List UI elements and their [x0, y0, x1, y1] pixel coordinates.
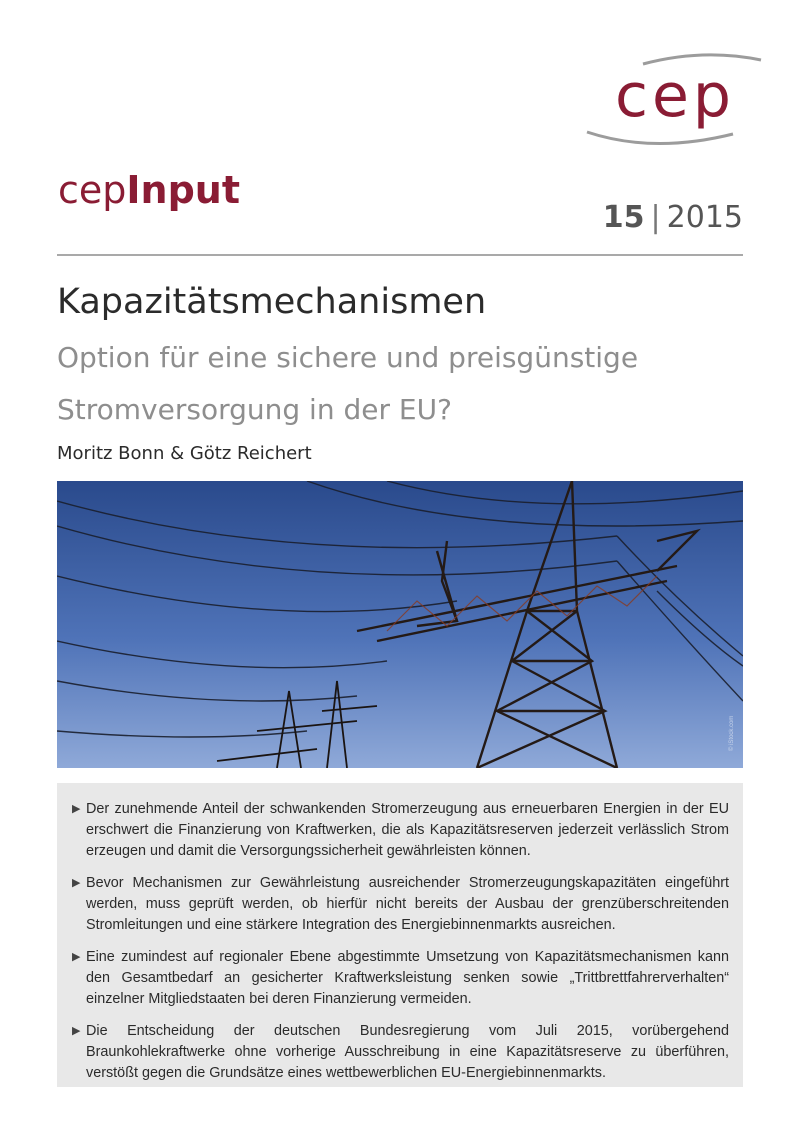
- cep-logo: [583, 52, 763, 152]
- brand-prefix: cep: [58, 168, 127, 212]
- brand-bold: Input: [126, 168, 241, 212]
- authors: Moritz Bonn & Götz Reichert: [57, 443, 312, 464]
- bullet-text: Eine zumindest auf regionaler Ebene abgestimmte Umsetzung von Kapazitätsmechanismen kann den Gesamtbedarf an gesicherter Kraftwerksleistung senken sowie „Trittbrettfahrerverhalten“ einzelner Mitgliedstaaten bei deren Finanzierung vermeiden.: [86, 949, 729, 1007]
- issue-separator: |: [650, 200, 661, 235]
- logo-text: cep: [615, 61, 735, 131]
- power-pylons-illustration: [57, 481, 743, 768]
- issue-year: 2015: [666, 200, 743, 235]
- page-subtitle: [57, 332, 743, 436]
- summary-bullet: [72, 799, 729, 862]
- bullet-arrow-icon: ▶: [72, 877, 81, 889]
- subtitle-line-1: Option für eine sichere und preisgünstige: [57, 341, 639, 374]
- issue-number: [603, 200, 743, 236]
- summary-box: [57, 783, 743, 1087]
- bullet-arrow-icon: ▶: [72, 951, 81, 963]
- page-title: Kapazitätsmechanismen: [57, 282, 487, 322]
- issue-num: 15: [602, 200, 645, 235]
- bullet-arrow-icon: ▶: [72, 1025, 81, 1037]
- publication-brand: [58, 168, 240, 212]
- summary-bullet: [72, 873, 729, 936]
- bullet-text: Die Entscheidung der deutschen Bundesregierung vom Juli 2015, vorübergehend Braunkohlekraftwerke ohne vorherige Ausschreibung in eine Kapazitätsreserve zu überführen, verstößt gegen die Grundsätze eines wettbewerblichen EU-Energiebinnenmarkts.: [86, 1023, 729, 1081]
- header-divider: [57, 254, 743, 256]
- bullet-text: Bevor Mechanismen zur Gewährleistung ausreichender Stromerzeugungskapazitäten eingeführt werden, muss geprüft werden, ob hierfür nicht bereits der Ausbau der grenzüberschreitenden Stromleitungen und eine stärkere Integration des Energiebinnenmarkts ausreichen.: [86, 875, 729, 933]
- photo-credit: © iStock.com: [729, 715, 735, 751]
- bullet-text: Der zunehmende Anteil der schwankenden Stromerzeugung aus erneuerbaren Energien in der EU erschwert die Finanzierung von Kraftwerken, die als Kapazitätsreserven jederzeit verlässlich Strom erzeugen und damit die Versorgungssicherheit gewährleisten können.: [86, 801, 729, 859]
- subtitle-line-2: Stromversorgung in der EU?: [57, 393, 452, 426]
- bullet-arrow-icon: ▶: [72, 803, 81, 815]
- summary-bullet: [72, 1021, 729, 1084]
- cover-photo: [57, 481, 743, 768]
- summary-bullet: [72, 947, 729, 1010]
